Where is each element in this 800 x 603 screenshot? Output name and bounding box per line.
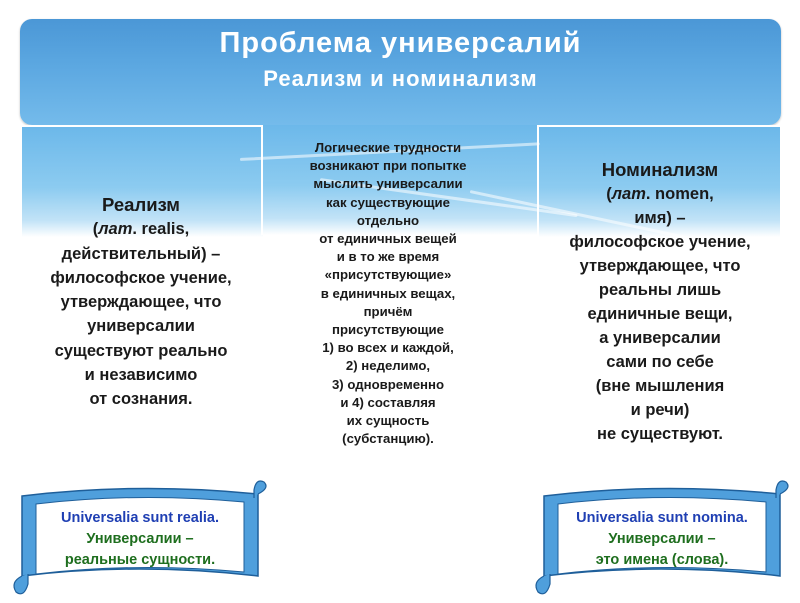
latin-abbreviation: лат xyxy=(98,220,133,239)
center-line: 3) одновременно xyxy=(331,376,445,392)
slide-subtitle: Реализм и номинализм xyxy=(263,66,538,91)
center-line: 2) неделимо, xyxy=(345,358,431,374)
center-line: 1) во всех и каждой, xyxy=(322,340,454,356)
nomina-translation-line: это имена (слова). xyxy=(595,552,729,568)
nominalism-line: имя) – xyxy=(634,209,686,227)
realism-latin-line: (лат. realis, xyxy=(92,220,190,239)
realism-line: философское учение, xyxy=(50,268,232,287)
center-line: отдельно xyxy=(356,212,420,228)
center-line: и 4) составляя xyxy=(340,394,436,410)
realism-column xyxy=(20,193,262,412)
nominalism-line: а универсалии xyxy=(599,329,721,347)
realism-line: универсалии xyxy=(87,317,195,336)
realism-line: существуют реально xyxy=(54,341,228,360)
nominalism-line: утверждающее, что xyxy=(579,257,741,275)
nomina-scroll-banner xyxy=(530,480,792,598)
center-line: как существующие xyxy=(326,194,450,210)
nominalism-line: философское учение, xyxy=(569,233,751,251)
realia-scroll-banner xyxy=(8,480,270,598)
center-line: Логические трудности xyxy=(314,140,462,155)
slide-title: Проблема универсалий xyxy=(219,27,582,59)
realism-line: утверждающее, что xyxy=(60,293,222,312)
center-line: от единичных вещей xyxy=(319,231,457,247)
nominalism-line: не существуют. xyxy=(596,425,724,443)
center-line: причём xyxy=(363,303,413,319)
nomina-latin: Universalia sunt nomina. xyxy=(576,510,748,526)
realism-heading: Реализм xyxy=(101,194,180,215)
realia-latin: Universalia sunt realia. xyxy=(61,510,219,526)
nominalism-column xyxy=(539,158,781,446)
center-line: и в то же время xyxy=(336,249,440,265)
center-line: мыслить универсалии xyxy=(313,176,463,192)
center-line: в единичных вещах, xyxy=(320,285,456,301)
nominalism-line: сами по себе xyxy=(606,353,714,371)
center-line: их сущность xyxy=(346,413,430,429)
realism-line: и независимо xyxy=(84,366,198,385)
realism-line: от сознания. xyxy=(89,390,193,409)
realia-translation-line: реальные сущности. xyxy=(64,552,216,568)
nominalism-line: (вне мышления xyxy=(595,377,725,395)
nomina-translation-line: Универсалии – xyxy=(608,531,716,547)
realism-line: действительный) – xyxy=(61,244,221,263)
center-line: «присутствующие» xyxy=(324,267,452,283)
nominalism-latin-line: (лат. nomen, xyxy=(606,185,714,203)
nominalism-line: единичные вещи, xyxy=(587,305,733,323)
latin-abbreviation: лат xyxy=(611,185,646,203)
nominalism-line: и речи) xyxy=(630,401,690,419)
center-line: возникают при попытке xyxy=(309,158,467,174)
realia-translation-line: Универсалии – xyxy=(86,531,194,547)
logical-difficulties-column xyxy=(263,139,513,448)
center-line: присутствующие xyxy=(332,322,444,338)
nominalism-heading: Номинализм xyxy=(601,159,719,180)
center-line: (субстанцию). xyxy=(342,431,434,447)
nominalism-line: реальны лишь xyxy=(598,281,722,299)
